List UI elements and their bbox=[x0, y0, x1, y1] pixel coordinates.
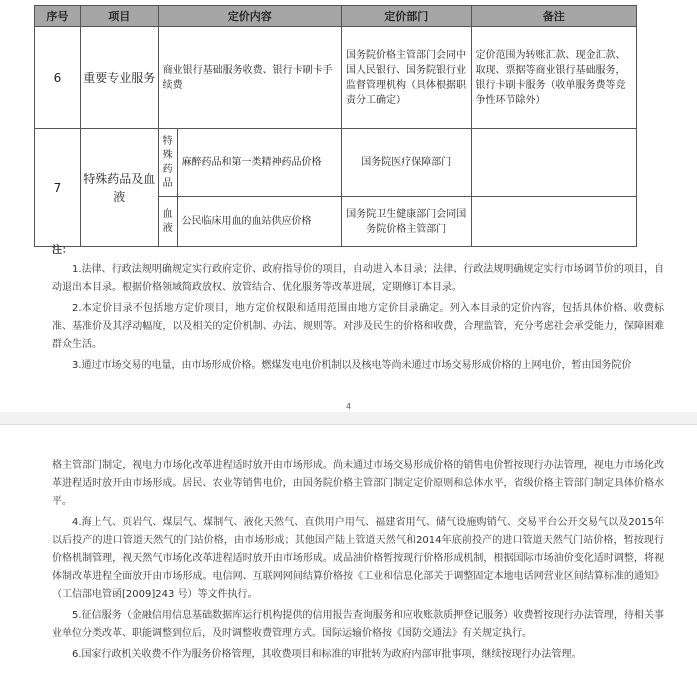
pricing-catalog-table bbox=[34, 5, 637, 247]
note-1: 1.法律、行政法规明确规定实行政府定价、政府指导价的项目，自动进入本目录；法律、行政法规明确规定实行市场调节价的项目，自动退出本目录。根据价格领域简政放权、放管结合、优化服务等改革进展，定期修订本目录。 bbox=[52, 264, 664, 293]
header-dept: 定价部门 bbox=[341, 6, 471, 27]
notes-continued bbox=[52, 457, 664, 667]
header-content: 定价内容 bbox=[158, 6, 341, 27]
row7-sub1-dept: 国务院医疗保障部门 bbox=[341, 129, 471, 197]
row6-item: 重要专业服务 bbox=[80, 27, 158, 129]
table-header-row bbox=[35, 6, 637, 27]
row6-content: 商业银行基础服务收费、银行卡刷卡手续费 bbox=[158, 27, 341, 129]
note-3-start: 3.通过市场交易的电量，由市场形成价格。燃煤发电电价机制以及核电等尚未通过市场交易形成价格的上网电价，暂由国务院价 bbox=[72, 360, 632, 371]
notes-section bbox=[52, 242, 664, 378]
row7-sub2-dept: 国务院卫生健康部门会同国务院价格主管部门 bbox=[341, 197, 471, 247]
note-5: 5.征信服务（金融信用信息基础数据库运行机构提供的信用报告查询服务和应收账款质押登记服务）收费暂按现行办法管理，待相关事业单位分类改革、职能调整到位后，及时调整收费管理方式。国际运输价格按《国防交通法》有关规定执行。 bbox=[52, 610, 664, 639]
note-2: 2.本定价目录不包括地方定价项目，地方定价权限和适用范围由地方定价目录确定。列入本目录的定价内容，包括具体价格、收费标准、基准价及其浮动幅度，以及相关的定价机制、办法、规则等。对涉及民生的价格和收费，合理监管，充分考虑社会承受能力，保障困难群众生活。 bbox=[52, 303, 664, 350]
document-page-2 bbox=[0, 424, 697, 685]
page-number: 4 bbox=[345, 402, 352, 411]
row6-no: 6 bbox=[35, 27, 81, 129]
row7-sub2-note bbox=[471, 197, 636, 247]
table-row bbox=[35, 27, 637, 129]
row7-sub1-note bbox=[471, 129, 636, 197]
row7-sub2-content: 公民临床用血的血站供应价格 bbox=[177, 197, 341, 247]
note-3-continued: 格主管部门制定，视电力市场化改革进程适时放开由市场形成。尚未通过市场交易形成价格的销售电价暂按现行办法管理，视电力市场化改革进程适时放开由市场形成。居民、农业等销售电价，由国务院价格主管部门制定定价原则和总体水平，省级价格主管部门制定具体价格水平。 bbox=[52, 460, 664, 507]
row6-note: 定价范围为转账汇款、现金汇款、取现、票据等商业银行基础服务，银行卡刷卡服务（收单服务费等竞争性环节除外） bbox=[471, 27, 636, 129]
note-6: 6.国家行政机关收费不作为服务价格管理，其收费项目和标准的审批转为政府内部审批事项，继续按现行办法管理。 bbox=[72, 649, 582, 660]
row6-dept: 国务院价格主管部门会同中国人民银行、国务院银行业监督管理机构（具体根据职责分工确定） bbox=[341, 27, 471, 129]
row7-no: 7 bbox=[35, 129, 81, 247]
header-item: 项目 bbox=[80, 6, 158, 27]
header-note: 备注 bbox=[471, 6, 636, 27]
row7-sub2-label: 血液 bbox=[158, 197, 177, 247]
row7-item: 特殊药品及血液 bbox=[80, 129, 158, 247]
table-row bbox=[35, 129, 637, 197]
notes-title: 注： bbox=[52, 245, 72, 256]
header-no: 序号 bbox=[35, 6, 81, 27]
row7-sub1-label: 特殊药品 bbox=[158, 129, 177, 197]
note-4: 4.海上气、页岩气、煤层气、煤制气、液化天然气、直供用户用气、福建省用气、储气设施购销气、交易平台公开交易气以及2015年以后投产的进口管道天然气的门站价格，由市场形成；其他国产陆上管道天然气和2014年底前投产的进口管道天然气门站价格，暂按现行价格机制管理，视天然气市场化改革进程适时放开由市场形成。成品油价格暂按现行价格形成机制，根据国际市场油价变化适时调整，将视体制改革进程全面放开由市场形成。电信网、互联网网间结算价格按《工业和信息化部关于调整固定本地电话网营业区间结算标准的通知》（工信部电管函[2009]243 号）等文件执行。 bbox=[52, 517, 664, 600]
row7-sub1-content: 麻醉药品和第一类精神药品价格 bbox=[177, 129, 341, 197]
